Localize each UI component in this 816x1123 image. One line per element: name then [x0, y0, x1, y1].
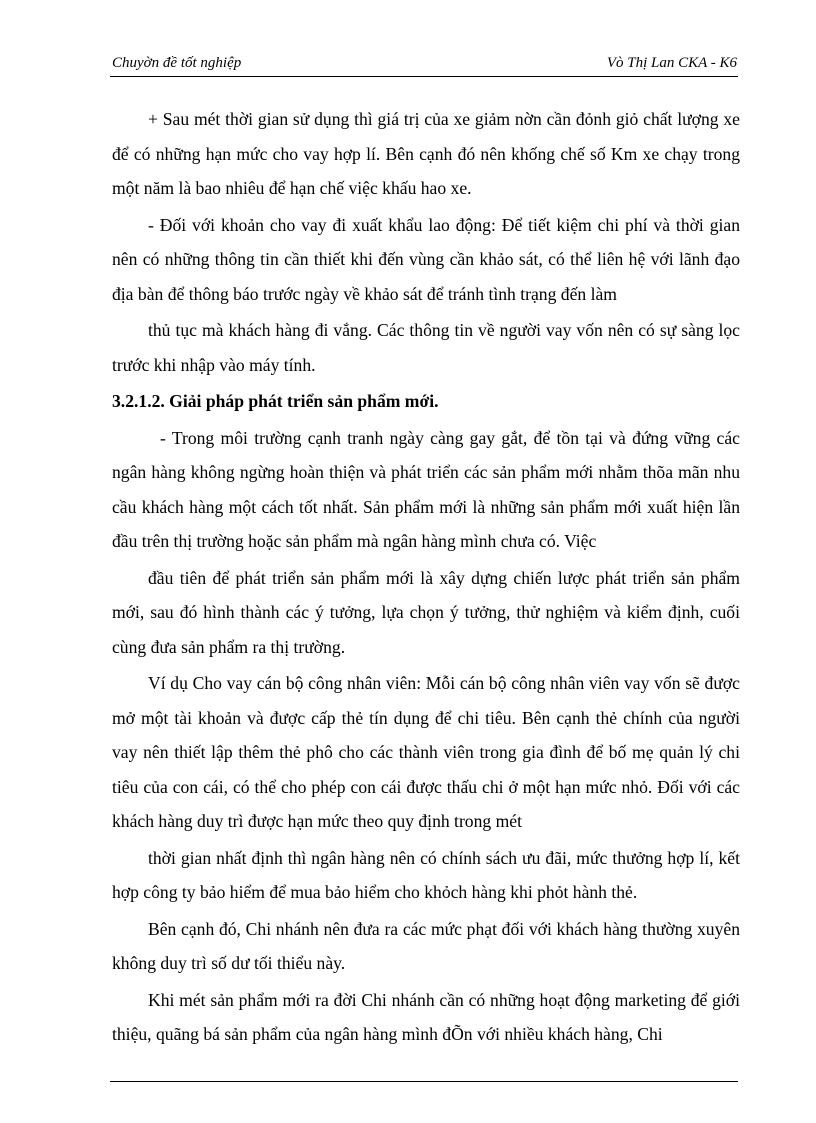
paragraph-penalties: Bên cạnh đó, Chi nhánh nên đưa ra các mức phạt đối với khách hàng thường xuyên không duy trì số dư tối thiểu này.: [112, 918, 740, 973]
header-divider: [110, 76, 738, 77]
paragraph-vehicle-loan: + Sau mét thời gian sử dụng thì giá trị của xe giảm nờn cần đỏnh giỏ chất lượng xe để có những hạn mức cho vay hợp lí. Bên cạnh đó nên khống chế số Km xe chạy trong một năm là bao nhiêu để hạn chế việc khấu hao xe.: [112, 109, 740, 198]
header-title: Chuyờn đề tốt nghiệp: [112, 55, 242, 71]
header-author: Vò Thị Lan CKA - K6: [606, 55, 737, 71]
footer-divider: [110, 1081, 738, 1082]
section-heading: 3.2.1.2. Giải pháp phát triển sản phẩm mới.: [112, 391, 439, 411]
paragraph-labor-export: - Đối với khoản cho vay đi xuất khẩu lao động: Để tiết kiệm chi phí và thời gian nên có những thông tin cần thiết khi đến vùng cần khảo sát, có thể liên hệ với lãnh đạo địa bàn để thông báo trước ngày về khảo sát để tránh tình trạng đến làm: [112, 214, 740, 304]
paragraph-new-products-cont: đầu tiên để phát triển sản phẩm mới là xây dựng chiến lược phát triển sản phẩm mới, sau đó hình thành các ý tưởng, lựa chọn ý tưởng, thử nghiệm và kiểm định, cuối cùng đưa sản phẩm ra thị trường.: [112, 567, 740, 657]
paragraph-marketing: Khi mét sản phẩm mới ra đời Chi nhánh cần có những hoạt động marketing để giới thiệu, quãng bá sản phẩm của ngân hàng mình đÕn với nhiều khách hàng, Chi: [112, 989, 740, 1044]
paragraph-example-cont: thời gian nhất định thì ngân hàng nên có chính sách ưu đãi, mức thưởng hợp lí, kết hợp công ty bảo hiểm để mua bảo hiểm cho khỏch hàng khi phỏt hành thẻ.: [112, 847, 740, 902]
paragraph-new-products: - Trong môi trường cạnh tranh ngày càng gay gắt, để tồn tại và đứng vững các ngân hàng không ngừng hoàn thiện và phát triển các sản phẩm mới nhằm thõa mãn nhu cầu khách hàng một cách tốt nhất. Sản phẩm mới là những sản phẩm mới xuất hiện lần đầu trên thị trường hoặc sản phẩm mà ngân hàng mình chưa có. Việc: [112, 427, 740, 551]
document-body: [112, 102, 740, 1052]
paragraph-example: Ví dụ Cho vay cán bộ công nhân viên: Mỗi cán bộ công nhân viên vay vốn sẽ được mở một tài khoản và được cấp thẻ tín dụng để chi tiêu. Bên cạnh thẻ chính của người vay nên thiết lập thêm thẻ phô cho các thành viên trong gia đình để bố mẹ quản lý chi tiêu của con cái, có thể cho phép con cái được thấu chi ở một hạn mức nhỏ. Đối với các khách hàng duy trì được hạn mức theo quy định trong mét: [112, 673, 740, 831]
paragraph-labor-export-cont: thủ tục mà khách hàng đi vắng. Các thông tin về người vay vốn nên có sự sàng lọc trước khi nhập vào máy tính.: [112, 320, 740, 375]
